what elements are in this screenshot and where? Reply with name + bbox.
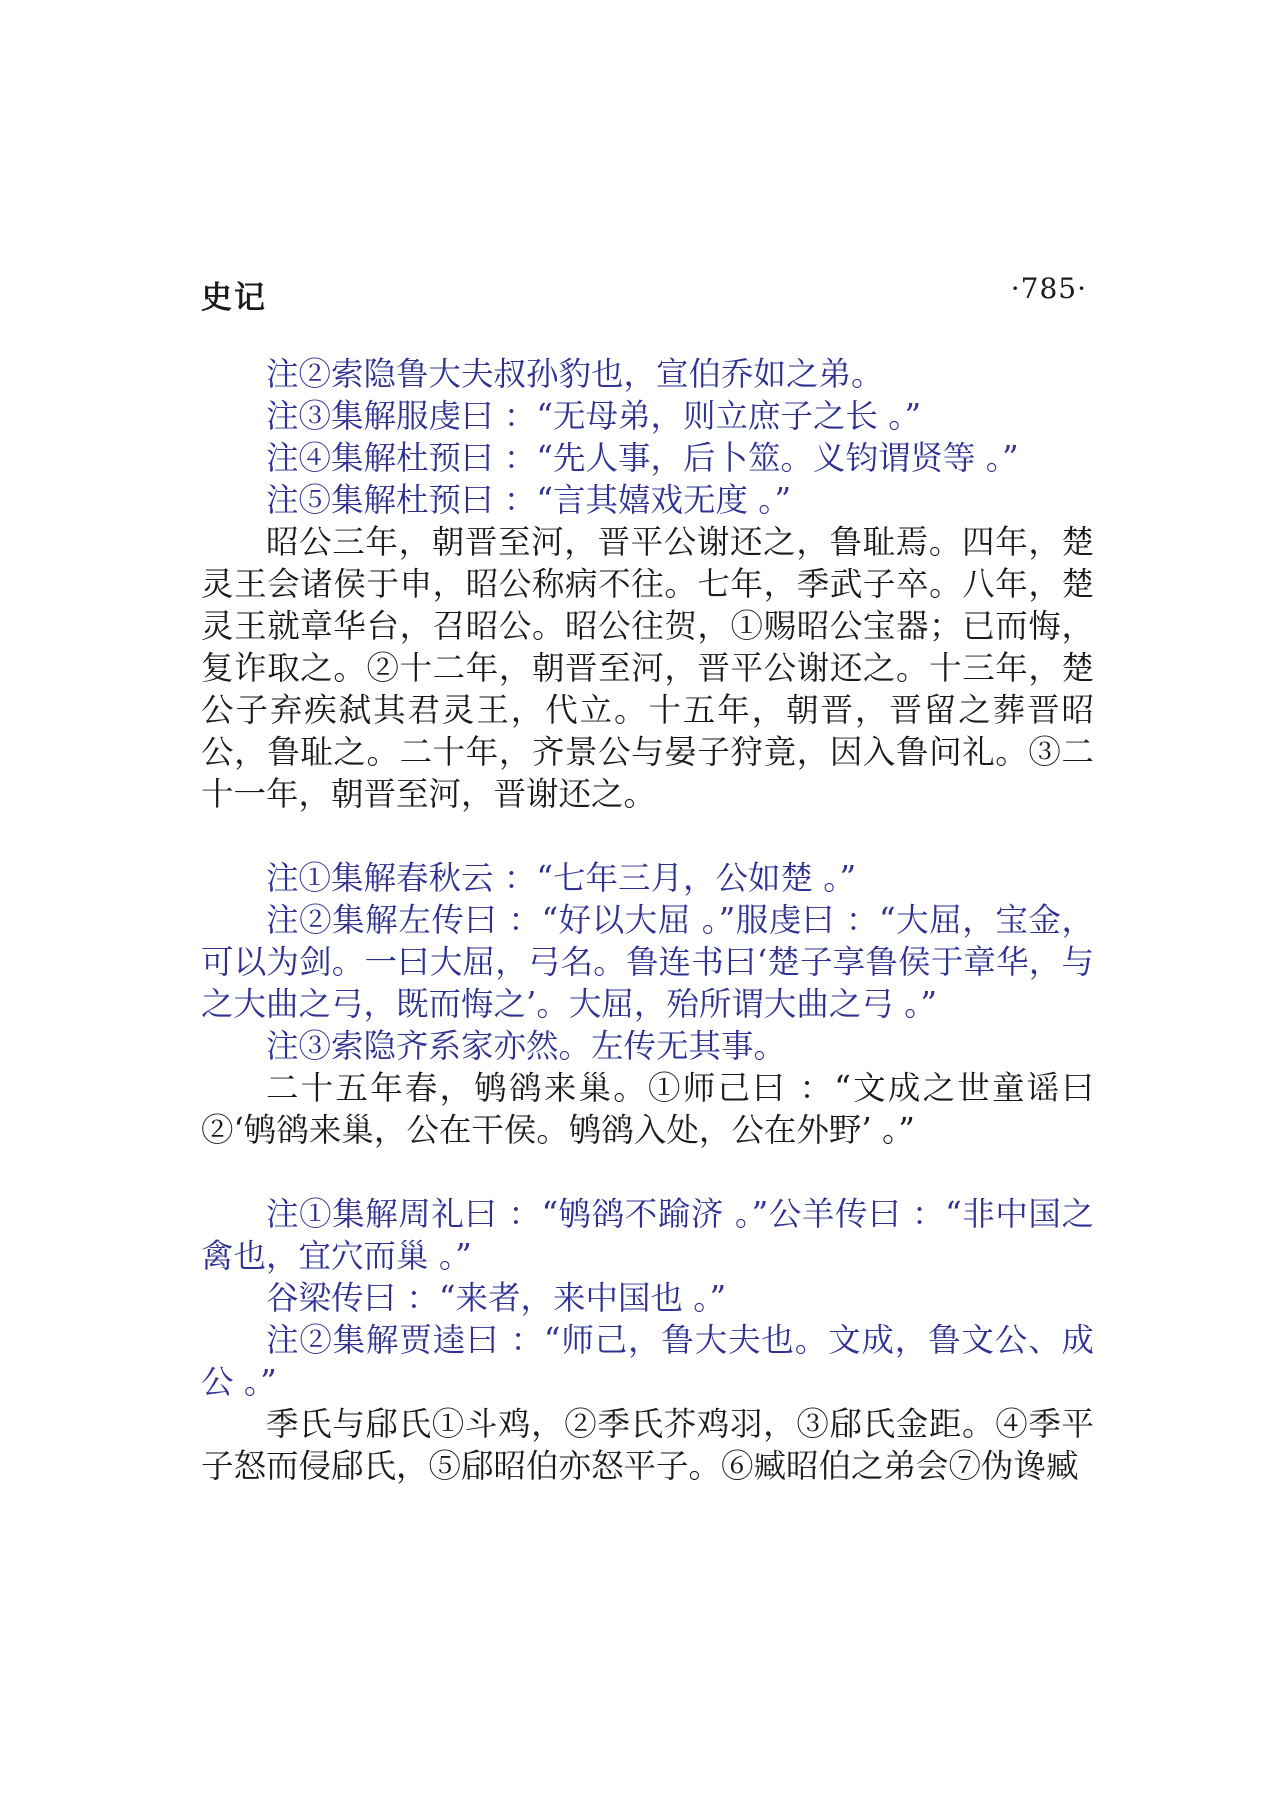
paragraph-spacer: [201, 815, 1094, 857]
annotation-paragraph: 注④集解杜预曰 ：“先人事，后卜筮。义钧谓贤等 。”: [266, 439, 1019, 477]
annotation-paragraph: 注③索隐齐系家亦然。左传无其事。: [266, 1027, 787, 1065]
annotation-paragraph: 注②索隐鲁大夫叔孙豹也，宣伯乔如之弟。: [266, 355, 884, 393]
main-text-paragraph: 昭公三年，朝晋至河，晋平公谢还之，鲁耻焉。四年，楚灵王会诸侯于申，昭公称病不往。七年，季武子卒。八年，楚灵王就章华台，召昭公。昭公往贺，①赐昭公宝器；已而悔，复诈取之。②十二年，朝晋至河，晋平公谢还之。十三年，楚公子弃疾弑其君灵王，代立。十五年，朝晋，晋留之葬晋昭公，鲁耻之。二十年，齐景公与晏子狩竟，因入鲁问礼。③二十一年，朝晋至河，晋谢还之。: [201, 523, 1094, 813]
annotation-paragraph: 注①集解周礼曰 ：“鸲鹆不踰济 。”公羊传曰 ：“非中国之禽也，宜穴而巢 。”: [201, 1195, 1094, 1275]
book-title: 史记: [201, 280, 267, 316]
paragraph-spacer: [201, 1151, 1094, 1193]
main-text-paragraph: 二十五年春，鸲鹆来巢。①师己曰 ：“文成之世童谣曰②‘鸲鹆来巢，公在干侯。鸲鹆入处，公在外野’ 。”: [201, 1069, 1094, 1149]
main-text-paragraph: 季氏与郈氏①斗鸡，②季氏芥鸡羽，③郈氏金距。④季平子怒而侵郈氏，⑤郈昭伯亦怒平子。⑥臧昭伯之弟会⑦伪谗臧: [201, 1405, 1094, 1485]
annotation-paragraph: 谷梁传曰 ：“来者，来中国也 。”: [266, 1279, 727, 1317]
annotation-paragraph: 注⑤集解杜预曰 ：“言其嬉戏无度 。”: [266, 481, 792, 519]
page-number: ·785·: [1010, 272, 1087, 305]
annotation-paragraph: 注②集解贾逵曰 ：“师己，鲁大夫也。文成，鲁文公、成公 。”: [201, 1321, 1094, 1401]
page-body: [201, 353, 1094, 1487]
annotation-paragraph: 注①集解春秋云 ：“七年三月，公如楚 。”: [266, 859, 857, 897]
annotation-paragraph: 注②集解左传曰 ：“好以大屈 。”服虔曰 ：“大屈，宝金，可以为剑。一曰大屈，弓名。鲁连书曰‘楚子享鲁侯于章华，与之大曲之弓，既而悔之’。大屈，殆所谓大曲之弓 。”: [201, 901, 1094, 1023]
annotation-paragraph: 注③集解服虔曰 ：“无母弟，则立庶子之长 。”: [266, 397, 922, 435]
